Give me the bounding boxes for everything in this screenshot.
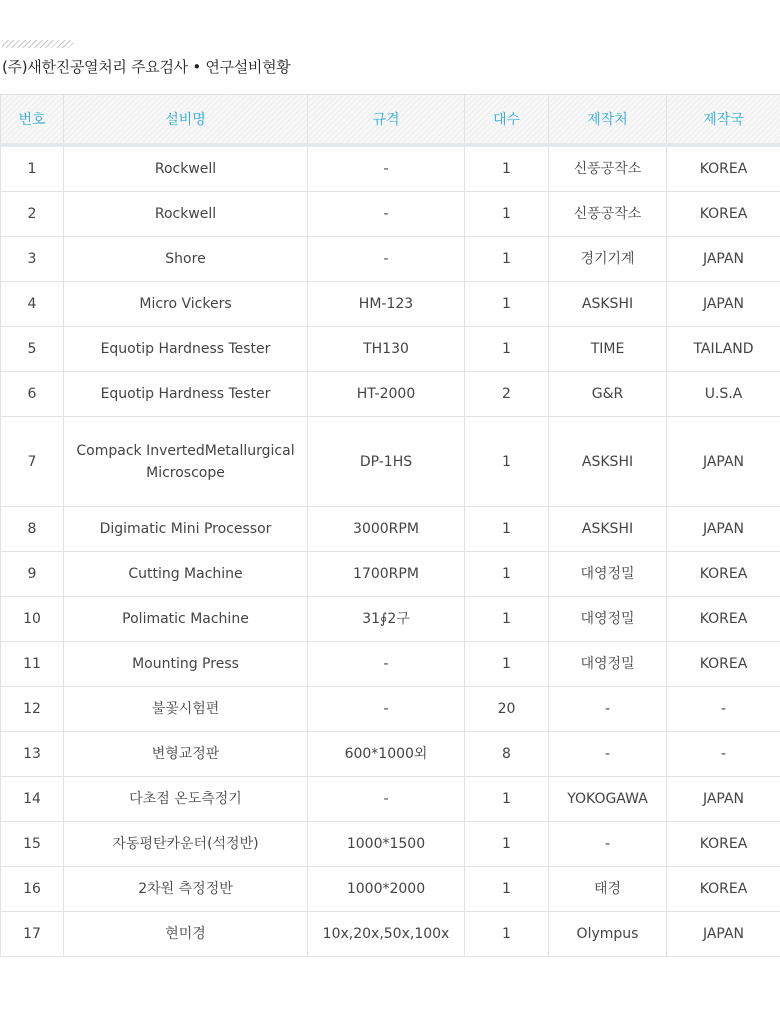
cell-specification: -	[308, 145, 465, 192]
cell-manufacturer: Olympus	[549, 912, 667, 957]
cell-specification: TH130	[308, 327, 465, 372]
cell-equipment-name: Equotip Hardness Tester	[64, 372, 308, 417]
cell-number: 9	[1, 552, 64, 597]
table-row	[1, 237, 780, 282]
table-row	[1, 732, 780, 777]
title-decoration	[2, 40, 74, 48]
cell-country: KOREA	[667, 822, 780, 867]
column-header-country: 제작국	[667, 95, 780, 146]
cell-quantity: 1	[465, 642, 549, 687]
cell-country: KOREA	[667, 145, 780, 192]
cell-manufacturer: 대영정밀	[549, 642, 667, 687]
cell-country: JAPAN	[667, 417, 780, 507]
cell-country: -	[667, 732, 780, 777]
table-row	[1, 687, 780, 732]
cell-equipment-name: Micro Vickers	[64, 282, 308, 327]
table-row	[1, 145, 780, 192]
equipment-table	[0, 94, 780, 957]
table-row	[1, 282, 780, 327]
table-row	[1, 867, 780, 912]
table-body	[1, 145, 780, 957]
cell-country: JAPAN	[667, 237, 780, 282]
cell-specification: -	[308, 777, 465, 822]
cell-specification: -	[308, 642, 465, 687]
cell-number: 15	[1, 822, 64, 867]
cell-quantity: 1	[465, 777, 549, 822]
table-row	[1, 372, 780, 417]
table-row	[1, 417, 780, 507]
table-row	[1, 822, 780, 867]
cell-equipment-name: 2차원 측정정반	[64, 867, 308, 912]
page-title: (주)새한진공열처리 주요검사 • 연구설비현황	[2, 58, 291, 76]
cell-manufacturer: ASKSHI	[549, 282, 667, 327]
cell-manufacturer: YOKOGAWA	[549, 777, 667, 822]
cell-manufacturer: ASKSHI	[549, 417, 667, 507]
cell-number: 10	[1, 597, 64, 642]
cell-equipment-name: 현미경	[64, 912, 308, 957]
cell-manufacturer: -	[549, 732, 667, 777]
cell-country: JAPAN	[667, 777, 780, 822]
cell-country: KOREA	[667, 597, 780, 642]
cell-country: KOREA	[667, 867, 780, 912]
cell-quantity: 1	[465, 822, 549, 867]
table-row	[1, 777, 780, 822]
table-row	[1, 507, 780, 552]
cell-equipment-name: Digimatic Mini Processor	[64, 507, 308, 552]
cell-country: -	[667, 687, 780, 732]
cell-specification: 600*1000외	[308, 732, 465, 777]
cell-equipment-name: Equotip Hardness Tester	[64, 327, 308, 372]
cell-quantity: 1	[465, 597, 549, 642]
cell-manufacturer: -	[549, 687, 667, 732]
table-row	[1, 552, 780, 597]
column-header-specification: 규격	[308, 95, 465, 146]
cell-country: KOREA	[667, 642, 780, 687]
cell-manufacturer: G&R	[549, 372, 667, 417]
cell-country: U.S.A	[667, 372, 780, 417]
cell-specification: 1700RPM	[308, 552, 465, 597]
cell-number: 12	[1, 687, 64, 732]
cell-quantity: 1	[465, 145, 549, 192]
table-row	[1, 642, 780, 687]
cell-number: 8	[1, 507, 64, 552]
cell-quantity: 1	[465, 282, 549, 327]
table-header-row	[1, 95, 780, 146]
cell-country: TAILAND	[667, 327, 780, 372]
table-row	[1, 192, 780, 237]
cell-country: JAPAN	[667, 282, 780, 327]
cell-equipment-name: Mounting Press	[64, 642, 308, 687]
cell-equipment-name: Polimatic Machine	[64, 597, 308, 642]
table-row	[1, 597, 780, 642]
cell-number: 6	[1, 372, 64, 417]
cell-manufacturer: ASKSHI	[549, 507, 667, 552]
table-row	[1, 912, 780, 957]
cell-quantity: 1	[465, 417, 549, 507]
cell-equipment-name: Cutting Machine	[64, 552, 308, 597]
cell-manufacturer: TIME	[549, 327, 667, 372]
cell-quantity: 1	[465, 507, 549, 552]
cell-number: 16	[1, 867, 64, 912]
cell-equipment-name: Rockwell	[64, 192, 308, 237]
cell-country: KOREA	[667, 192, 780, 237]
cell-quantity: 1	[465, 192, 549, 237]
cell-quantity: 20	[465, 687, 549, 732]
cell-quantity: 1	[465, 237, 549, 282]
cell-equipment-name: Rockwell	[64, 145, 308, 192]
cell-specification: 1000*1500	[308, 822, 465, 867]
cell-specification: 31∮2구	[308, 597, 465, 642]
column-header-equipment-name: 설비명	[64, 95, 308, 146]
cell-specification: DP-1HS	[308, 417, 465, 507]
cell-equipment-name: Compack InvertedMetallurgical Microscope	[64, 417, 308, 507]
cell-specification: 3000RPM	[308, 507, 465, 552]
cell-number: 2	[1, 192, 64, 237]
cell-equipment-name: 변형교정판	[64, 732, 308, 777]
cell-number: 13	[1, 732, 64, 777]
cell-manufacturer: -	[549, 822, 667, 867]
cell-quantity: 1	[465, 912, 549, 957]
cell-manufacturer: 신풍공작소	[549, 192, 667, 237]
cell-quantity: 8	[465, 732, 549, 777]
cell-country: JAPAN	[667, 912, 780, 957]
cell-number: 11	[1, 642, 64, 687]
cell-equipment-name: 불꽃시험편	[64, 687, 308, 732]
cell-quantity: 1	[465, 327, 549, 372]
cell-number: 5	[1, 327, 64, 372]
cell-manufacturer: 신풍공작소	[549, 145, 667, 192]
cell-equipment-name: Shore	[64, 237, 308, 282]
cell-specification: -	[308, 687, 465, 732]
cell-country: JAPAN	[667, 507, 780, 552]
cell-specification: -	[308, 192, 465, 237]
cell-number: 4	[1, 282, 64, 327]
column-header-quantity: 대수	[465, 95, 549, 146]
cell-manufacturer: 대영정밀	[549, 552, 667, 597]
cell-quantity: 1	[465, 552, 549, 597]
cell-specification: HM-123	[308, 282, 465, 327]
cell-specification: HT-2000	[308, 372, 465, 417]
cell-number: 1	[1, 145, 64, 192]
cell-number: 17	[1, 912, 64, 957]
cell-manufacturer: 태경	[549, 867, 667, 912]
cell-number: 7	[1, 417, 64, 507]
cell-equipment-name: 자동평탄카운터(석정반)	[64, 822, 308, 867]
cell-specification: 1000*2000	[308, 867, 465, 912]
column-header-number: 번호	[1, 95, 64, 146]
cell-equipment-name: 다초점 온도측정기	[64, 777, 308, 822]
cell-specification: 10x,20x,50x,100x	[308, 912, 465, 957]
cell-manufacturer: 경기기계	[549, 237, 667, 282]
cell-manufacturer: 대영정밀	[549, 597, 667, 642]
table-row	[1, 327, 780, 372]
column-header-manufacturer: 제작처	[549, 95, 667, 146]
cell-specification: -	[308, 237, 465, 282]
cell-quantity: 2	[465, 372, 549, 417]
cell-number: 14	[1, 777, 64, 822]
cell-quantity: 1	[465, 867, 549, 912]
cell-number: 3	[1, 237, 64, 282]
cell-country: KOREA	[667, 552, 780, 597]
